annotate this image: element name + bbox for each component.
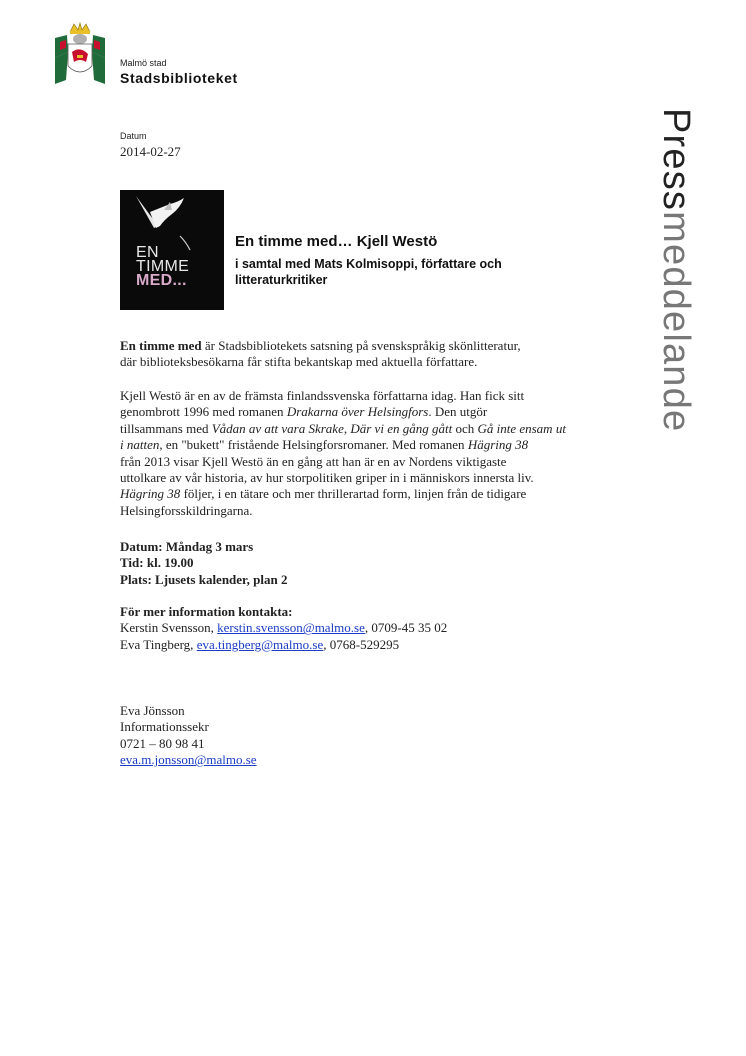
meddelande-word: meddelande xyxy=(655,211,697,433)
contact-2-name: Eva Tingberg, xyxy=(120,636,197,652)
signature-block xyxy=(120,703,590,769)
poster-line-2: TIMME xyxy=(136,258,190,275)
signature-name: Eva Jönsson xyxy=(120,703,185,718)
body-line-3c: och xyxy=(452,420,478,436)
malmo-coat-of-arms-icon xyxy=(52,22,108,86)
contact-info xyxy=(120,604,590,653)
contact-1-email-link[interactable]: kerstin.svensson@malmo.se xyxy=(217,620,365,636)
poster-line-1: EN xyxy=(136,244,159,261)
body-line-6: uttolkare av vår historia, av hur storpolitiken griper in i människors innersta liv. xyxy=(120,470,534,486)
book-title-hagring-1: Hägring 38 xyxy=(467,437,529,453)
book-title-hagring-2: Hägring 38 xyxy=(120,486,181,502)
signature-email-link[interactable]: eva.m.jonsson@malmo.se xyxy=(120,752,257,768)
book-title-vadan: Vådan av att vara Skrake xyxy=(211,420,344,436)
body-line-5: från 2013 visar Kjell Westö än en gång att han är en av Nordens viktigaste xyxy=(120,453,507,469)
org-name: Stadsbiblioteket xyxy=(120,70,238,86)
contact-2-email-link[interactable]: eva.tingberg@malmo.se xyxy=(196,636,324,652)
contact-1-name: Kerstin Svensson, xyxy=(120,620,218,636)
book-title-ga-inte-2: i natten xyxy=(120,437,160,453)
press-word: Press xyxy=(655,108,697,212)
body-line-2a: genombrott 1996 med romanen xyxy=(120,404,287,420)
contact-1-phone: , 0709-45 35 02 xyxy=(364,620,448,636)
book-title-drakarna: Drakarna över Helsingfors xyxy=(286,404,429,420)
event-details xyxy=(120,539,590,588)
signature-phone: 0721 – 80 98 41 xyxy=(120,735,205,751)
intro-bold: En timme med xyxy=(120,338,202,353)
intro-text-1: är Stadsbibliotekets satsning på svenskspråkig skönlitteratur, xyxy=(201,338,521,353)
body-line-4b: , en "bukett" fristående Helsingforsromaner. Med romanen xyxy=(159,437,468,453)
date-value: 2014-02-27 xyxy=(120,144,181,159)
signature-role: Informationssekr xyxy=(120,719,209,735)
event-subtitle: i samtal med Mats Kolmisoppi, författare och litteraturkritiker xyxy=(235,257,502,287)
intro-text-2: där biblioteksbesökarna får stifta bekantskap med aktuella författare. xyxy=(120,354,478,370)
book-title-ga-inte-1: Gå inte ensam ut xyxy=(477,420,566,436)
body-line-8: Helsingforsskildringarna. xyxy=(120,502,253,518)
body-paragraph xyxy=(120,388,590,519)
pressmeddelande-vertical-label xyxy=(646,108,706,548)
event-title: En timme med… Kjell Westö xyxy=(235,233,438,250)
body-line-7b: följer, i en tätare och mer thrillerartad form, linjen från de tidigare xyxy=(180,486,527,502)
contact-2-phone: , 0768-529295 xyxy=(323,636,400,652)
body-line-2b: . Den utgör xyxy=(428,404,488,420)
body-line-1: Kjell Westö är en av de främsta finlandssvenska författarna idag. Han fick sitt xyxy=(120,388,525,403)
book-title-dar-vi: Där vi en gång gått xyxy=(350,420,453,436)
details-date: Datum: Måndag 3 mars xyxy=(120,539,254,554)
header-logo-block xyxy=(52,22,272,88)
details-place: Plats: Ljusets kalender, plan 2 xyxy=(120,571,288,587)
body-line-3b: , xyxy=(343,420,351,436)
details-time: Tid: kl. 19.00 xyxy=(120,555,194,571)
contact-heading: För mer information kontakta: xyxy=(120,604,293,619)
date-label: Datum xyxy=(120,131,147,141)
org-small-label: Malmö stad xyxy=(120,58,167,68)
intro-paragraph xyxy=(120,338,590,371)
poster-line-3: MED... xyxy=(136,272,187,289)
body-line-3a: tillsammans med xyxy=(120,420,212,436)
event-poster-image xyxy=(120,190,224,310)
